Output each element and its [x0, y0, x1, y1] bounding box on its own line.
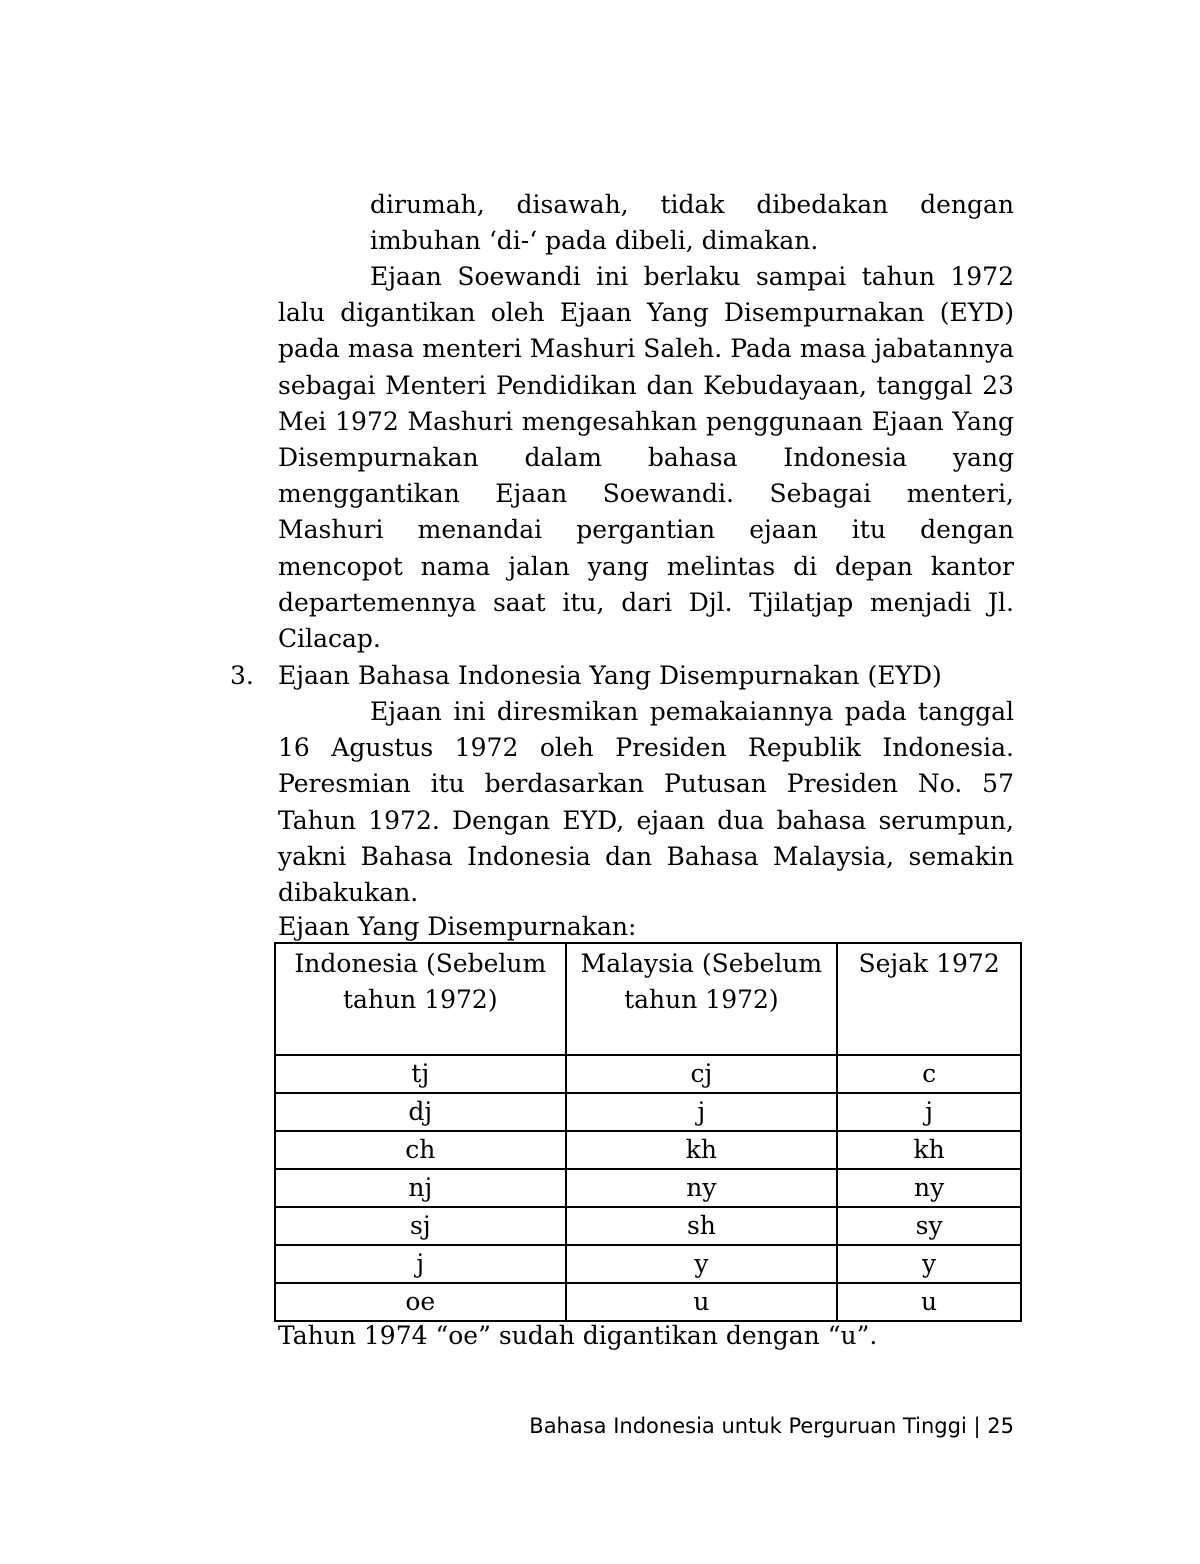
paragraph-eyd: Ejaan ini diresmikan pemakaiannya pada tanggal 16 Agustus 1972 oleh Presiden Republik Indonesia. Peresmian itu berdasarkan Putusan Presiden No. 57 Tahun 1972. Dengan EYD, ejaan dua bahasa serumpun, yakni Bahasa Indonesia dan Bahasa Malaysia, semakin dibakukan.: [278, 697, 1014, 908]
table-cell: y: [837, 1245, 1021, 1283]
table-cell: nj: [275, 1169, 566, 1207]
table-cell: j: [275, 1245, 566, 1283]
table-cell: dj: [275, 1093, 566, 1131]
table-cell: kh: [566, 1131, 838, 1169]
table-cell: tj: [275, 1055, 566, 1093]
table-cell: sh: [566, 1207, 838, 1245]
table-row: [275, 1093, 1021, 1131]
table-cell: sj: [275, 1207, 566, 1245]
table-row: [275, 1055, 1021, 1093]
continuation-text: dirumah, disawah, tidak dibedakan dengan imbuhan ‘di-‘ pada dibeli, dimakan.: [370, 190, 1014, 256]
header-malaysia: Malaysia (Sebelum tahun 1972): [566, 943, 838, 1055]
table-cell: u: [837, 1283, 1021, 1321]
page-footer: [529, 1410, 1014, 1442]
table-cell: ny: [566, 1169, 838, 1207]
table-cell: j: [566, 1093, 838, 1131]
footer-book-title: Bahasa Indonesia untuk Perguruan Tinggi: [529, 1414, 967, 1438]
table-cell: u: [566, 1283, 838, 1321]
section-heading: [230, 658, 942, 694]
section-title: Ejaan Bahasa Indonesia Yang Disempurnakan (EYD): [278, 661, 942, 690]
table-note: Tahun 1974 “oe” sudah digantikan dengan “u”.: [278, 1321, 878, 1350]
table-row: [275, 1207, 1021, 1245]
table-cell: cj: [566, 1055, 838, 1093]
section-number: 3.: [230, 661, 254, 690]
spelling-table: [274, 942, 1022, 1322]
table-row: [275, 1245, 1021, 1283]
table-title: Ejaan Yang Disempurnakan:: [278, 912, 637, 941]
header-sejak-1972: Sejak 1972: [837, 943, 1021, 1055]
table-cell: ch: [275, 1131, 566, 1169]
table-cell: c: [837, 1055, 1021, 1093]
table-cell: j: [837, 1093, 1021, 1131]
table-cell: oe: [275, 1283, 566, 1321]
footer-separator: |: [973, 1414, 981, 1438]
paragraph-ejaan-soewandi: Ejaan Soewandi ini berlaku sampai tahun 1972 lalu digantikan oleh Ejaan Yang Disempurnakan (EYD) pada masa menteri Mashuri Saleh. Pada masa jabatannya sebagai Menteri Pendidikan dan Kebudayaan, tanggal 23 Mei 1972 Mashuri mengesahkan penggunaan Ejaan Yang Disempurnakan dalam bahasa Indonesia yang menggantikan Ejaan Soewandi. Sebagai menteri, Mashuri menandai pergantian ejaan itu dengan mencopot nama jalan yang melintas di depan kantor departemennya saat itu, dari Djl. Tjilatjap menjadi Jl. Cilacap.: [278, 262, 1014, 654]
table-cell: kh: [837, 1131, 1021, 1169]
header-indonesia: Indonesia (Sebelum tahun 1972): [275, 943, 566, 1055]
table-row: [275, 1131, 1021, 1169]
table-row: [275, 1169, 1021, 1207]
table-cell: y: [566, 1245, 838, 1283]
table-header-row: [275, 943, 1021, 1055]
table-cell: ny: [837, 1169, 1021, 1207]
table-row: [275, 1283, 1021, 1321]
table-cell: sy: [837, 1207, 1021, 1245]
page-number: 25: [987, 1414, 1014, 1438]
